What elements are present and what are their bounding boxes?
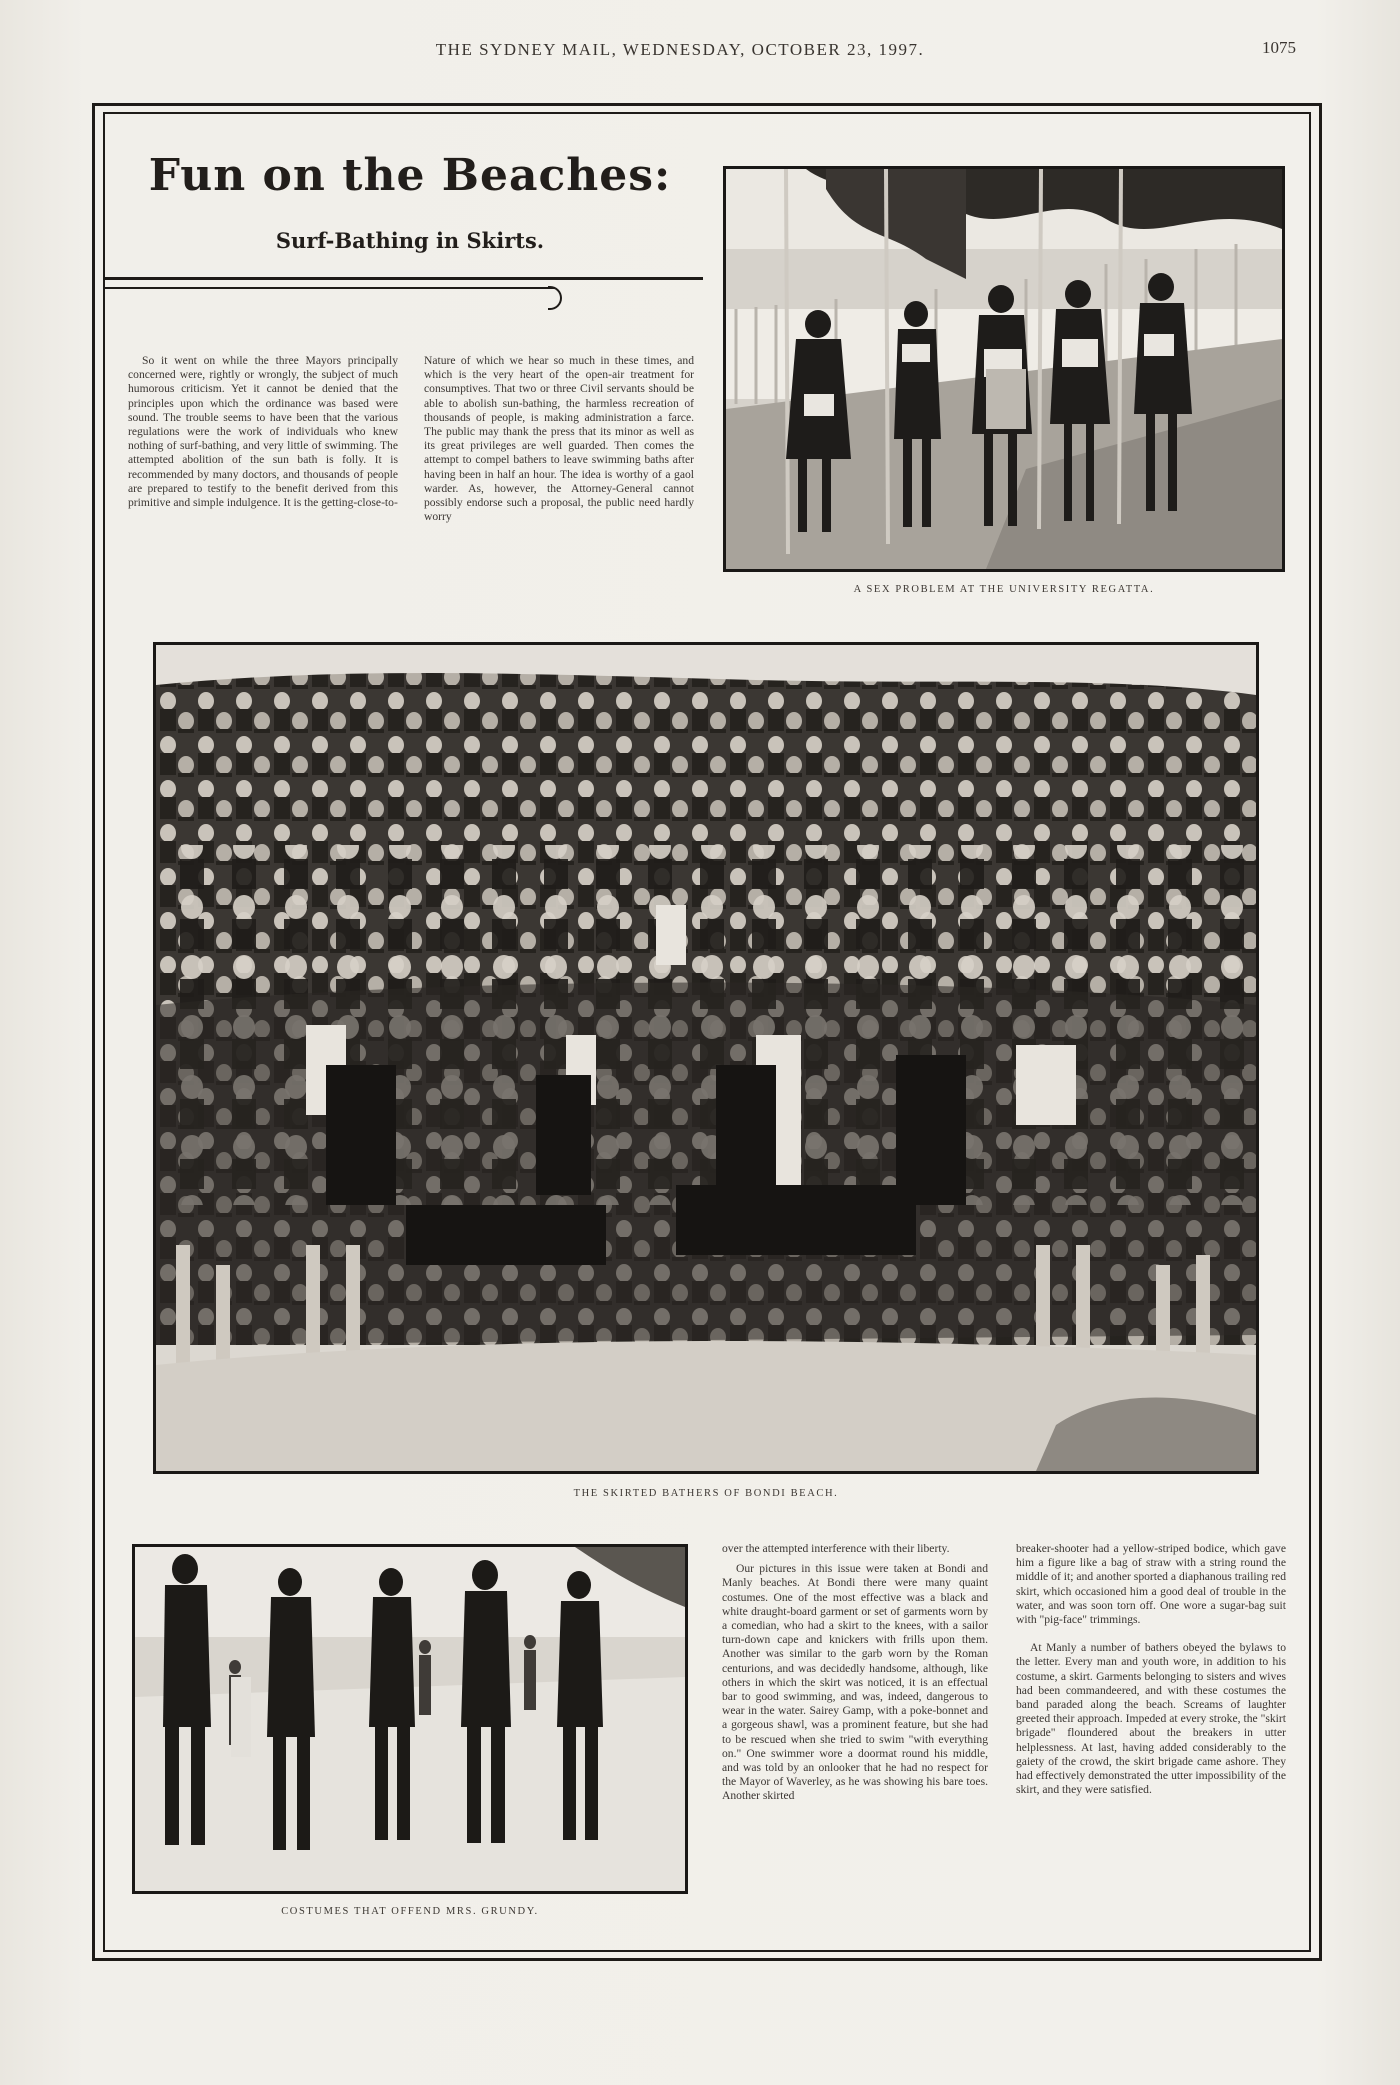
page-number: 1075 bbox=[1262, 38, 1296, 57]
masthead-title: THE SYDNEY MAIL, WEDNESDAY, OCTOBER 23, 1997. bbox=[435, 40, 925, 59]
photo-bondi-crowd bbox=[153, 642, 1259, 1474]
paragraph: breaker-shooter had a yellow-striped bodice, which gave him a figure like a bag of straw with a string round the middle of it; and another sported a diaphanous trailing red skirt, which occasioned him a good deal of trouble in the water, and was soon torn off. One wore a sugar-bag suit with "pig-face" trimmings. bbox=[1016, 1542, 1286, 1627]
subheadline: Surf-Bathing in Skirts. bbox=[275, 228, 545, 253]
article-column-1 bbox=[128, 354, 398, 576]
article-column-2 bbox=[424, 354, 694, 576]
article-column-3 bbox=[722, 1542, 988, 1897]
photo-costumes bbox=[132, 1544, 688, 1894]
photo-caption-costumes: COSTUMES THAT OFFEND MRS. GRUNDY. bbox=[281, 1906, 539, 1917]
article-column-4 bbox=[1016, 1542, 1286, 1897]
paragraph: Nature of which we hear so much in these times, and which is the very heart of the open-air treatment for consumptives. That two or three Civil servants should be able to abolish sun-bathing, the harmless recreation of thousands of people, is making administration a farce. The public may thank the press that its minor as well as its great privileges are well guarded. Then comes the attempt to compel bathers to leave swimming baths after having been in half an hour. The idea is worthy of a gaol warder. As, however, the Attorney-General cannot possibly endorse such a proposal, the public need hardly worry bbox=[424, 354, 694, 524]
headline: Fun on the Beaches: bbox=[148, 150, 672, 201]
masthead bbox=[0, 40, 1400, 70]
photo-caption-bondi: THE SKIRTED BATHERS OF BONDI BEACH. bbox=[573, 1488, 839, 1499]
photo-university-regatta bbox=[723, 166, 1285, 572]
paragraph: At Manly a number of bathers obeyed the bylaws to the letter. Every man and youth wore, in addition to his costume, a skirt. Garments belonging to sisters and wives had been commandeered, and with these costumes the band paraded along the beach. Screams of laughter greeted their approach. Impeded at every stroke, the "skirt brigade" floundered about the breakers in utter helplessness. At last, having added considerably to the gaiety of the crowd, the skirt brigade came ashore. They had effectively demonstrated the utter impossibility of the skirt, and they were satisfied. bbox=[1016, 1641, 1286, 1797]
paragraph: So it went on while the three Mayors principally concerned were, rightly or wrongly, the subject of much humorous criticism. Yet it cannot be denied that the principles upon which the ordinance was based were sound. The trouble seems to have been that the various regulations were the work of individuals who knew nothing of surf-bathing, and very little of swimming. The attempted abolition of the sun bath is folly. It is recommended by many doctors, and thousands of people are prepared to testify to the benefit derived from this primitive and simple indulgence. It is the getting-close-to- bbox=[128, 354, 398, 510]
headline-rule-thin bbox=[105, 287, 555, 289]
paragraph: Our pictures in this issue were taken at Bondi and Manly beaches. At Bondi there were many quaint costumes. One of the most effective was a black and white draught-board garment or set of garments worn by a comedian, who had a skirt to the knees, with a sailor turn-down cape and knickers with frills upon them. Another was similar to the garb worn by the Roman centurions, and was decidedly handsome, although, like others in which the skirt was noticed, it is an effectual bar to good swimming, and was, indeed, dangerous to wear in the water. Sairey Gamp, with a poke-bonnet and a gorgeous shawl, was a prominent feature, but she had to be rescued when she tried to swim "with everything on." One swimmer wore a doormat round his middle, and was told by an onlooker that he had no respect for the Mayor of Waverley, as he was showing his bare toes. Another skirted bbox=[722, 1562, 988, 1803]
photo-caption-regatta: A SEX PROBLEM AT THE UNIVERSITY REGATTA. bbox=[853, 584, 1155, 595]
paragraph: over the attempted interference with their liberty. bbox=[722, 1542, 950, 1555]
headline-rule bbox=[105, 277, 703, 280]
